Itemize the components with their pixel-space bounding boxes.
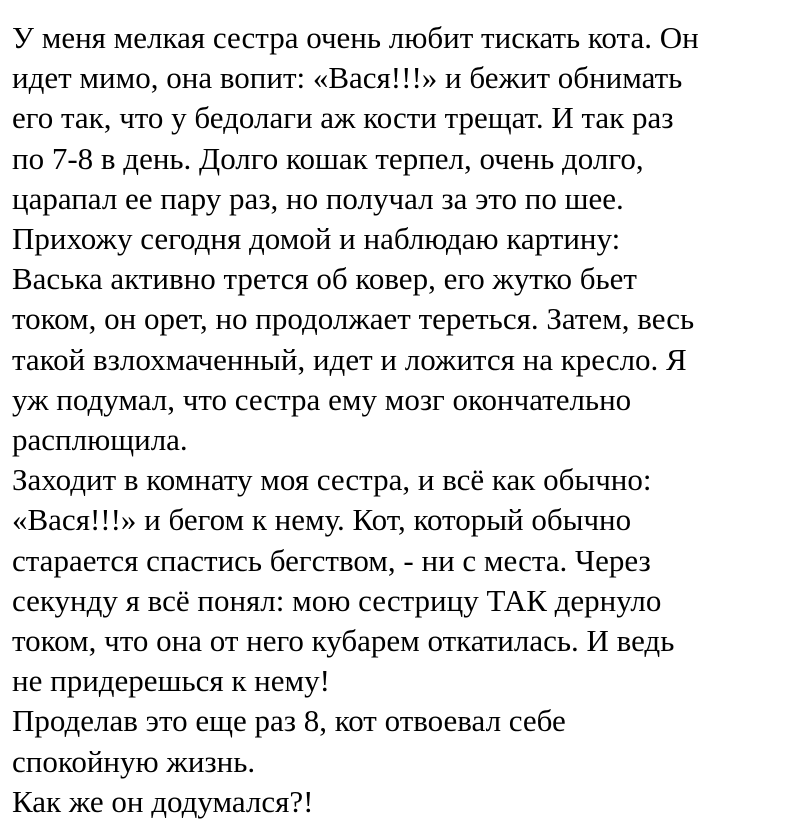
text-line: Как же он додумался?! [12, 783, 314, 819]
text-line: током, он орет, но продолжает тереться. Затем, весь [12, 301, 695, 337]
text-line: Прихожу сегодня домой и наблюдаю картину: [12, 221, 621, 257]
text-line: Заходит в комнату моя сестра, и всё как обычно: [12, 462, 652, 498]
text-line: старается спастись бегством, - ни с места. Через [12, 542, 651, 578]
text-line: секунду я всё понял: мою сестрицу ТАК дернуло [12, 582, 662, 618]
text-line: уж подумал, что сестра ему мозг окончательно [12, 381, 632, 417]
text-line: не придерешься к нему! [12, 663, 330, 699]
text-line: Проделав это еще раз 8, кот отвоевал себе [12, 703, 566, 739]
text-line: спокойную жизнь. [12, 743, 256, 779]
text-line: расплющила. [12, 422, 188, 458]
text-line: царапал ее пару раз, но получал за это по шее. [12, 180, 624, 216]
text-line: его так, что у бедолаги аж кости трещат. И так раз [12, 100, 674, 136]
text-line: такой взлохмаченный, идет и ложится на кресло. Я [12, 341, 687, 377]
text-line: «Вася!!!» и бегом к нему. Кот, который обычно [12, 502, 632, 538]
text-line: идет мимо, она вопит: «Вася!!!» и бежит обнимать [12, 60, 683, 96]
text-line: У меня мелкая сестра очень любит тискать кота. Он [12, 20, 699, 55]
text-line: током, что она от него кубарем откатилась. И ведь [12, 623, 675, 659]
text-line: Васька активно трется об ковер, его жутко бьет [12, 261, 637, 297]
text-line: по 7-8 в день. Долго кошак терпел, очень долго, [12, 140, 644, 176]
